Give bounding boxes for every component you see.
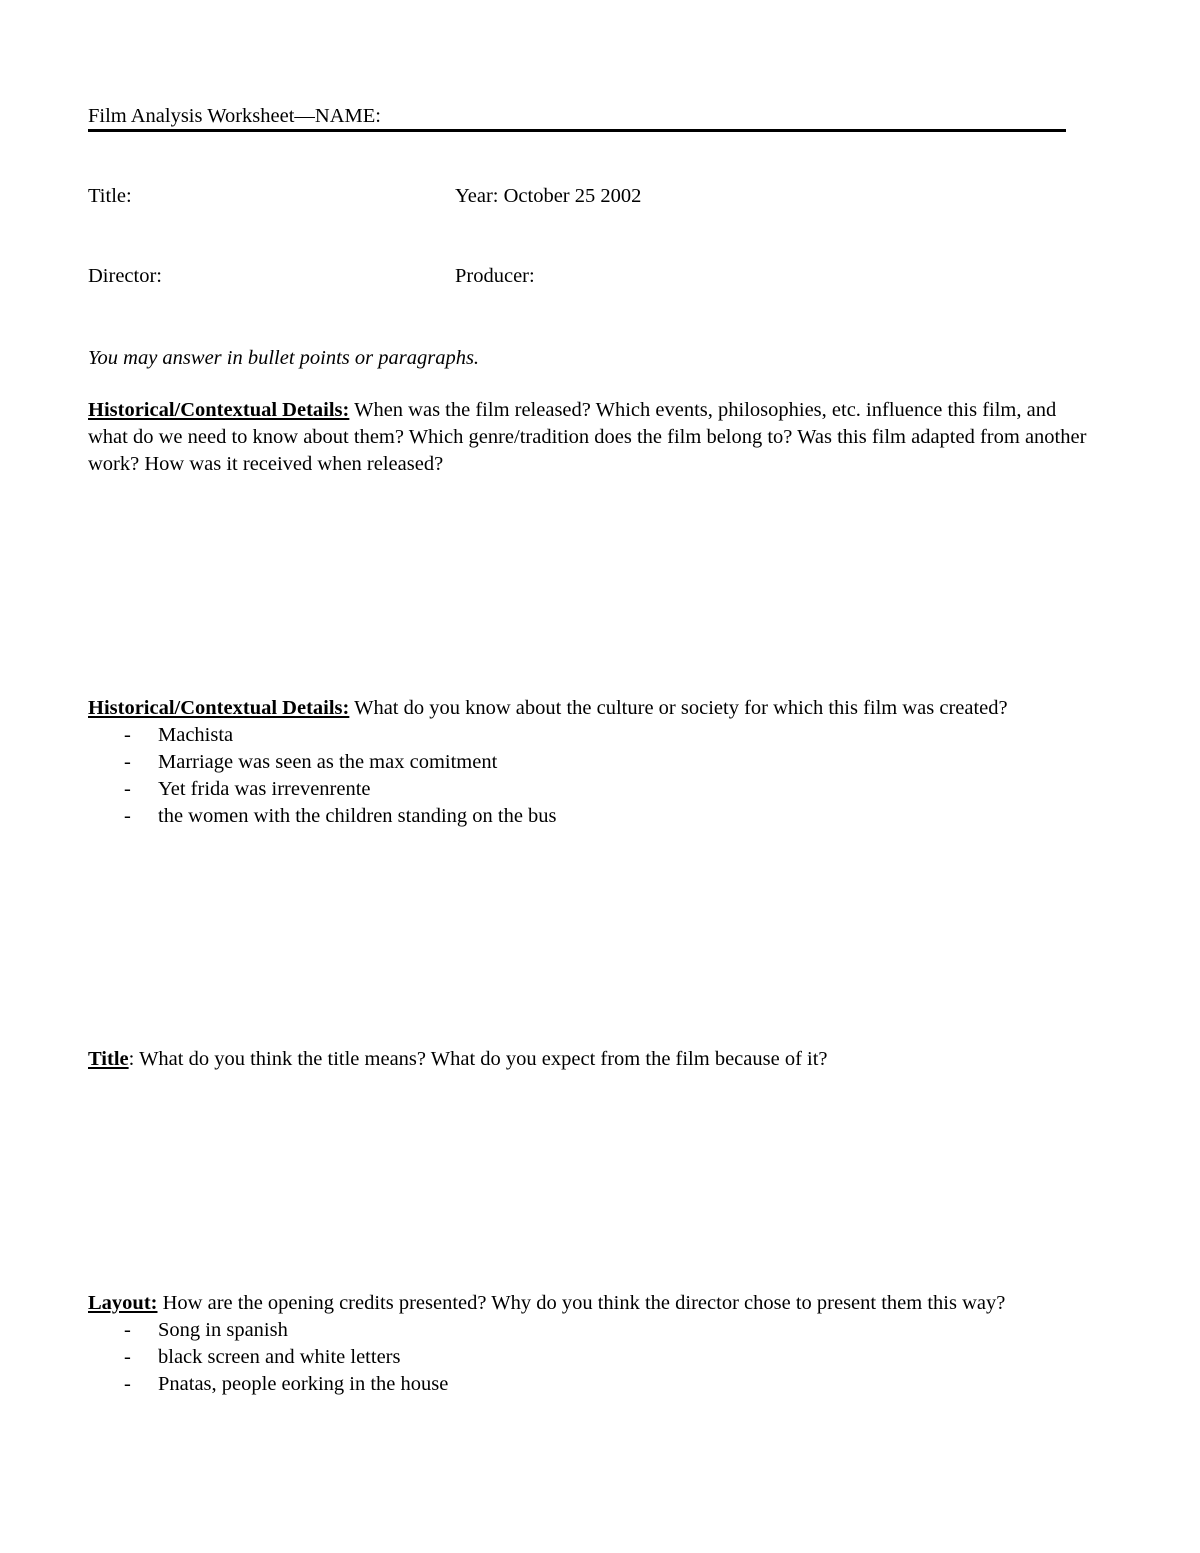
bullet-dash: - <box>124 778 131 800</box>
list-item <box>88 749 1088 776</box>
list-item <box>88 1317 1088 1344</box>
section-question <box>88 1046 1088 1073</box>
answer-list <box>88 1317 1088 1398</box>
bullet-dash: - <box>124 1373 131 1395</box>
section-layout <box>88 1290 1088 1398</box>
list-item <box>88 1371 1088 1398</box>
bullet-dash: - <box>124 1319 131 1341</box>
section-heading: Layout: <box>88 1292 158 1314</box>
section-question-text: How are the opening credits presented? Why do you think the director chose to present them this way? <box>157 1292 1006 1314</box>
list-item-text: Pnatas, people eorking in the house <box>158 1373 449 1395</box>
section-question-text: : What do you think the title means? What do you expect from the film because of it? <box>128 1048 828 1070</box>
list-item <box>88 803 1088 830</box>
list-item-text: Marriage was seen as the max comitment <box>158 751 498 773</box>
bullet-dash: - <box>124 751 131 773</box>
list-item-text: the women with the children standing on the bus <box>158 805 557 827</box>
section-question <box>88 1290 1088 1317</box>
worksheet-title: Film Analysis Worksheet—NAME: <box>88 105 381 127</box>
name-line <box>88 129 1066 132</box>
section-heading: Title <box>88 1048 129 1070</box>
list-item <box>88 722 1088 749</box>
list-item-text: Yet frida was irrevenrente <box>158 778 371 800</box>
bullet-dash: - <box>124 805 131 827</box>
section-historical-context-1 <box>88 397 1088 478</box>
section-question-text: When was the film released? Which events, philosophies, etc. influence this film, and what do we need to know about them? Which genre/tradition does the film belong to? Was this film adapted from another work? How was it received when released? <box>88 399 1087 475</box>
answer-list <box>88 722 1088 830</box>
director-field-label: Director: <box>88 265 162 287</box>
title-field-label: Title: <box>88 185 132 207</box>
section-question-text: What do you know about the culture or society for which this film was created? <box>349 697 1008 719</box>
year-field-label: Year: October 25 2002 <box>455 185 642 207</box>
bullet-dash: - <box>124 724 131 746</box>
list-item-text: Machista <box>158 724 234 746</box>
section-title-meaning <box>88 1046 1088 1073</box>
section-historical-context-2 <box>88 695 1088 830</box>
list-item-text: black screen and white letters <box>158 1346 401 1368</box>
producer-field-label: Producer: <box>455 265 535 287</box>
list-item-text: Song in spanish <box>158 1319 288 1341</box>
section-heading: Historical/Contextual Details: <box>88 697 350 719</box>
section-question <box>88 397 1088 478</box>
section-question <box>88 695 1088 722</box>
section-heading: Historical/Contextual Details: <box>88 399 350 421</box>
list-item <box>88 776 1088 803</box>
list-item <box>88 1344 1088 1371</box>
bullet-dash: - <box>124 1346 131 1368</box>
instructions: You may answer in bullet points or paragraphs. <box>88 347 480 369</box>
